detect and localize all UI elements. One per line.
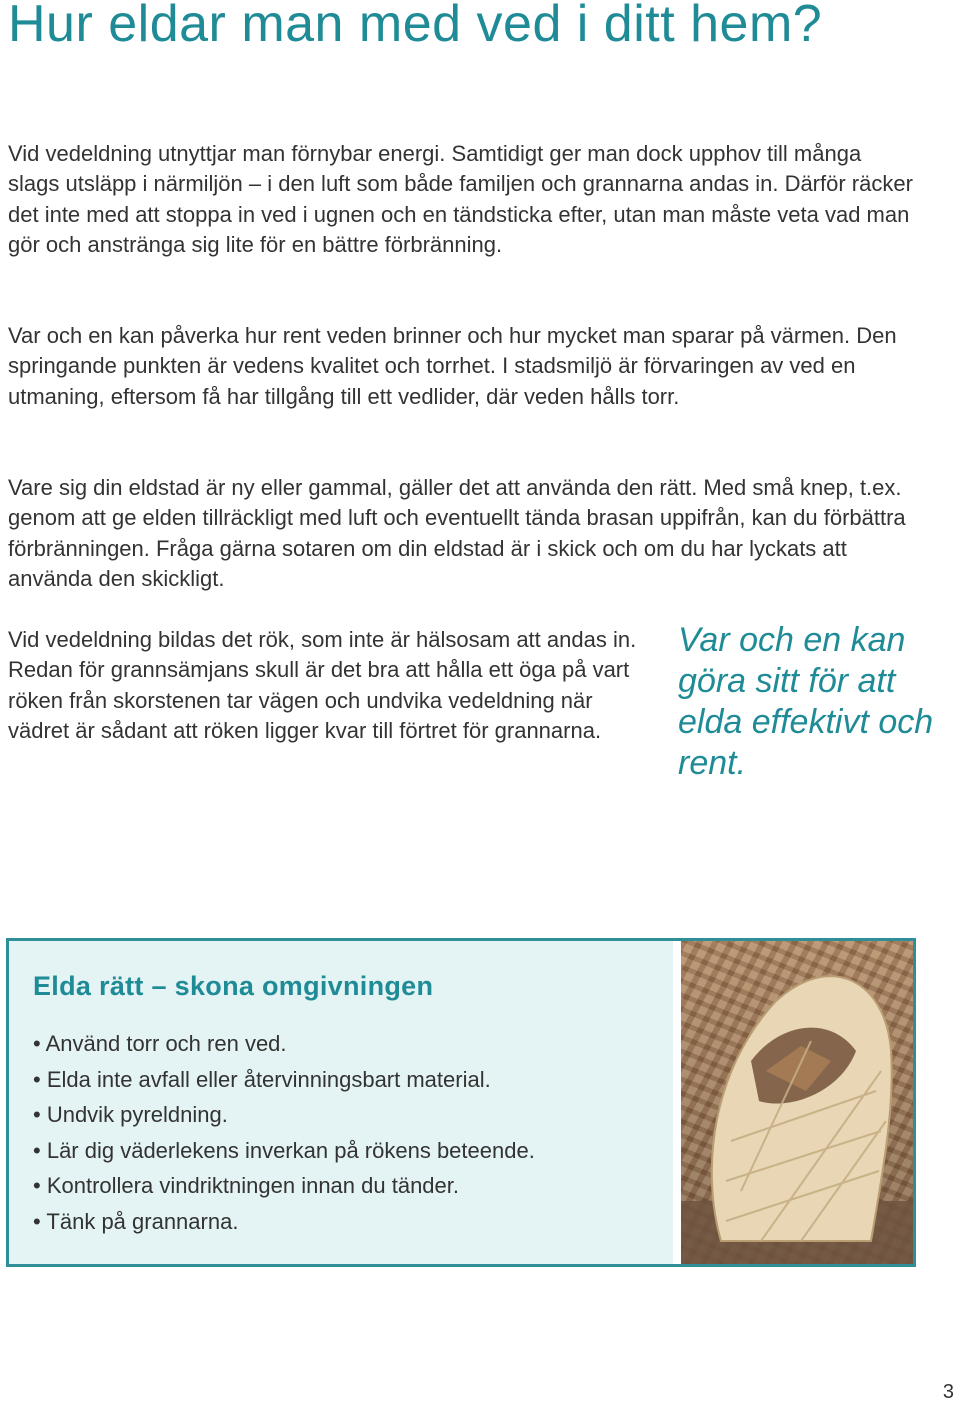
tip-item: • Undvik pyreldning. bbox=[33, 1097, 673, 1133]
tips-title: Elda rätt – skona omgivningen bbox=[33, 971, 434, 1001]
birch-basket-illustration bbox=[681, 941, 913, 1264]
tip-item: • Lär dig väderlekens inverkan på rökens beteende. bbox=[33, 1133, 673, 1169]
tips-list bbox=[33, 1026, 673, 1239]
tips-panel bbox=[9, 941, 673, 1264]
pull-quote: Var och en kan göra sitt för att elda effektivt och rent. bbox=[678, 621, 934, 782]
tip-item: • Använd torr och ren ved. bbox=[33, 1026, 673, 1062]
smoke-paragraph: Vid vedeldning bildas det rök, som inte är hälsosam att andas in. Redan för grannsämjans skull är det bra att hålla ett öga på vart röken från skorstenen tar vägen och undvika vedeldning när vädret är sådant att röken ligger kvar till förtret för grannarna. bbox=[8, 627, 637, 744]
tip-item: • Tänk på grannarna. bbox=[33, 1204, 673, 1240]
box-divider bbox=[673, 941, 681, 1264]
tip-item: • Kontrollera vindriktningen innan du tänder. bbox=[33, 1168, 673, 1204]
tips-box bbox=[6, 938, 916, 1267]
tip-item: • Elda inte avfall eller återvinningsbart material. bbox=[33, 1062, 673, 1098]
technique-paragraph: Vare sig din eldstad är ny eller gammal, gäller det att använda den rätt. Med små knep, t.ex. genom att ge elden tillräckligt med luft och eventuellt tända brasan uppifrån, kan du förbättra förbränningen. Fråga gärna sotaren om din eldstad är i skick och om du har lyckats att använda den skickligt. bbox=[8, 475, 906, 592]
page-number: 3 bbox=[942, 1381, 954, 1403]
page-title: Hur eldar man med ved i ditt hem? bbox=[8, 0, 823, 53]
quality-paragraph: Var och en kan påverka hur rent veden brinner och hur mycket man sparar på värmen. Den springande punkten är vedens kvalitet och torrhet. I stadsmiljö är förvaringen av ved en utmaning, eftersom få har tillgång till ett vedlider, där veden hålls torr. bbox=[8, 323, 897, 409]
birch-basket-photo bbox=[681, 941, 913, 1264]
intro-paragraph: Vid vedeldning utnyttjar man förnybar energi. Samtidigt ger man dock upphov till många slags utsläpp i närmiljön – i den luft som både familjen och grannarna andas in. Därför räcker det inte med att stoppa in ved i ugnen och en tändsticka efter, utan man måste veta vad man gör och anstränga sig lite för en bättre förbränning. bbox=[8, 141, 913, 258]
